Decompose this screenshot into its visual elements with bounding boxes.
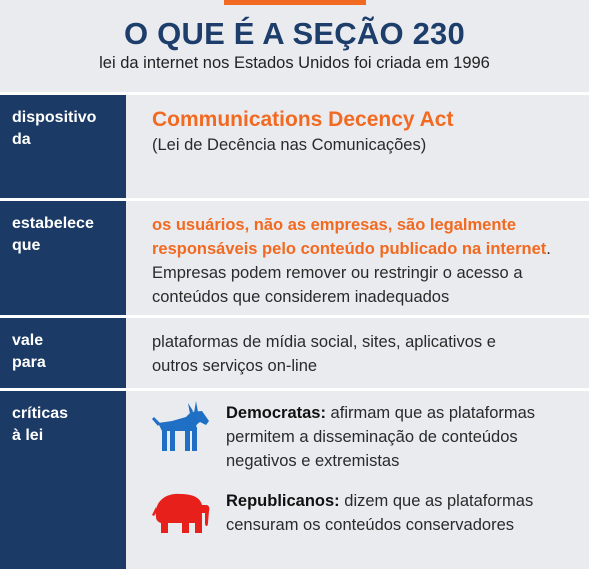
highlight-text: responsáveis pelo conteúdo publicado na internet [152, 240, 547, 258]
row-content [126, 391, 589, 569]
body-text: conteúdos que considerem inadequados [152, 288, 450, 306]
row-label [0, 95, 126, 198]
row-label-line: dispositivo [12, 109, 97, 126]
row-label-line: da [12, 131, 31, 148]
row-content [126, 318, 589, 388]
row-label-line: estabelece [12, 215, 94, 232]
act-translation: (Lei de Decência nas Comunicações) [152, 136, 427, 154]
page-title: O QUE É A SEÇÃO 230 [124, 16, 465, 51]
democrats-line: negativos e extremistas [226, 452, 400, 470]
republicans-text [226, 489, 566, 537]
row-label [0, 318, 126, 388]
democrats-text [226, 401, 566, 473]
row-criticas [0, 388, 589, 569]
row-label [0, 391, 126, 569]
republicans-line: censuram os conteúdos conservadores [226, 516, 514, 534]
row-label-line: críticas [12, 405, 69, 422]
republicans-line: dizem que as plataformas [339, 492, 534, 510]
body-text: outros serviços on-line [152, 357, 318, 375]
row-content [126, 201, 589, 315]
body-text: Empresas podem remover ou restringir o acesso a [152, 264, 523, 282]
highlight-period: . [546, 240, 551, 258]
row-label-line: à lei [12, 427, 44, 444]
democrats-name: Democratas: [226, 404, 326, 422]
row-dispositivo [0, 92, 589, 198]
act-title: Communications Decency Act [152, 108, 454, 131]
donkey-icon [152, 401, 212, 462]
info-table [0, 92, 589, 566]
republicans-name: Republicanos: [226, 492, 340, 510]
elephant-icon [152, 489, 212, 546]
row-estabelece [0, 198, 589, 315]
democrats-line: permitem a disseminação de conteúdos [226, 428, 518, 446]
row-label-line: vale [12, 332, 44, 349]
body-text: plataformas de mídia social, sites, aplicativos e [152, 333, 496, 351]
row-vale-para [0, 315, 589, 388]
highlight-text: os usuários, não as empresas, são legalmente [152, 216, 517, 234]
democrats-line: afirmam que as plataformas [325, 404, 536, 422]
row-label-line: que [12, 237, 41, 254]
row-label [0, 201, 126, 315]
top-accent-bar [224, 0, 366, 5]
row-label-line: para [12, 354, 46, 371]
page-subtitle: lei da internet nos Estados Unidos foi criada em 1996 [99, 54, 490, 72]
row-content [126, 95, 589, 198]
